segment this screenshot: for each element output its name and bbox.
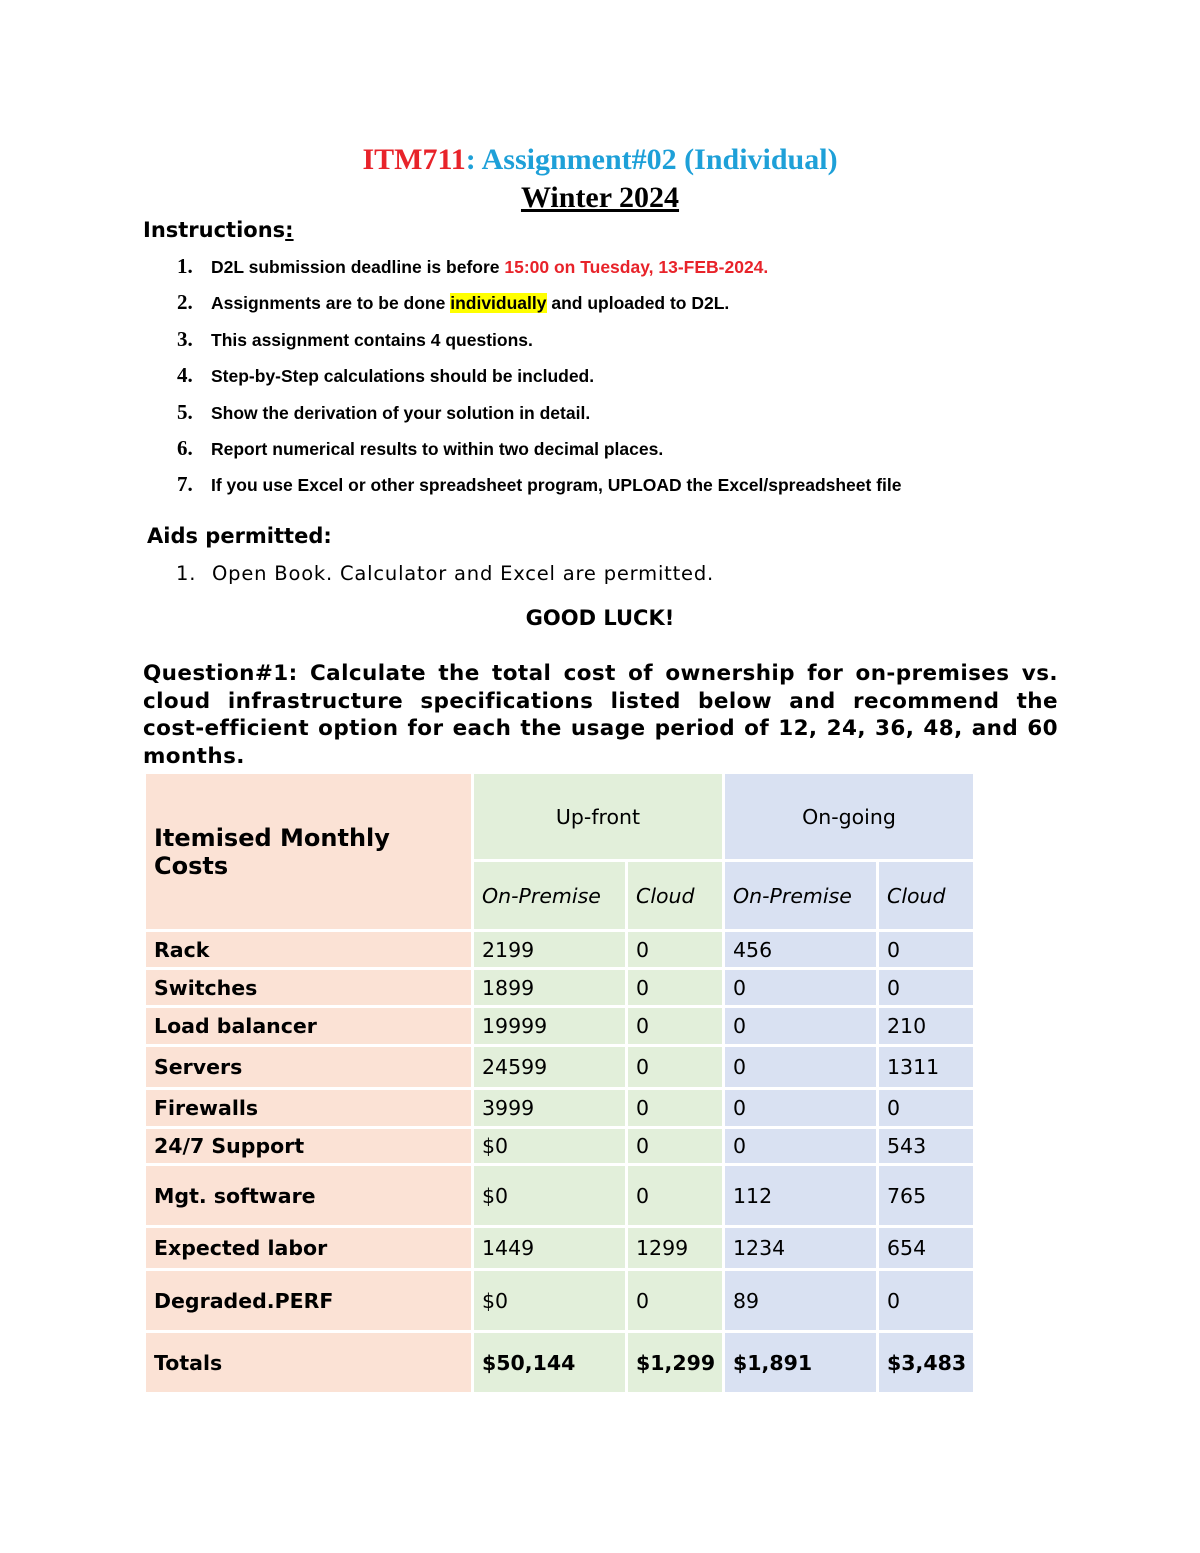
table-row: Firewalls 3999 0 0 0 [145,1089,975,1128]
deadline-text: 15:00 on Tuesday, 13-FEB-2024. [504,257,769,277]
instruction-item: 2. Assignments are to be done individually and uploaded to D2L. [177,290,730,315]
course-code: ITM711 [362,143,466,176]
title-separator: : [465,143,482,176]
aids-heading: Aids permitted: [147,524,332,548]
table-row: 24/7 Support $0 0 0 543 [145,1128,975,1165]
instruction-item: 3. This assignment contains 4 questions. [177,326,533,351]
instructions-list [143,248,1043,503]
instruction-item: 7. If you use Excel or other spreadsheet program, UPLOAD the Excel/spreadsheet file [177,472,902,497]
instruction-item: 4. Step-by-Step calculations should be included. [177,363,595,388]
upfront-group-header: Up-front [473,773,724,861]
ongoing-onprem-header: On-Premise [724,861,878,931]
upfront-onprem-header: On-Premise [473,861,627,931]
upfront-cloud-header: Cloud [627,861,724,931]
term-subtitle: Winter 2024 [520,181,680,214]
instruction-item: 1. D2L submission deadline is before 15:00 on Tuesday, 13-FEB-2024. [177,254,769,278]
assignment-name: Assignment#02 (Individual) [481,143,838,176]
instruction-item: 5. Show the derivation of your solution in detail. [177,399,591,424]
totals-row: Totals $50,144 $1,299 $1,891 $3,483 [145,1332,975,1394]
highlighted-word: individually [450,293,547,314]
aids-item: 1. Open Book. Calculator and Excel are permitted. [176,562,715,585]
instructions-heading: Instructions: [143,218,294,242]
ongoing-group-header: On-going [724,773,975,861]
document-title [0,142,1200,178]
instruction-item: 6. Report numerical results to within two decimal places. [177,435,664,460]
table-row: Degraded.PERF $0 0 89 0 [145,1270,975,1332]
table-corner-header: Itemised Monthly Costs [145,773,473,931]
table-row: Rack 2199 0 456 0 [145,931,975,969]
cost-table [143,771,976,1395]
table-row: Switches 1899 0 0 0 [145,969,975,1007]
table-row: Load balancer 19999 0 0 210 [145,1007,975,1046]
table-row: Mgt. software $0 0 112 765 [145,1165,975,1227]
table-row: Servers 24599 0 0 1311 [145,1046,975,1089]
question-1-text: Question#1: Calculate the total cost of ownership for on-premises vs. cloud infrastructure specifications listed below and recommend the cost-efficient option for each the usage period of 12, 24, 36, 48, and 60 months. [143,661,1058,769]
table-row: Expected labor 1449 1299 1234 654 [145,1227,975,1270]
ongoing-cloud-header: Cloud [878,861,975,931]
good-luck-text: GOOD LUCK! [525,606,675,630]
